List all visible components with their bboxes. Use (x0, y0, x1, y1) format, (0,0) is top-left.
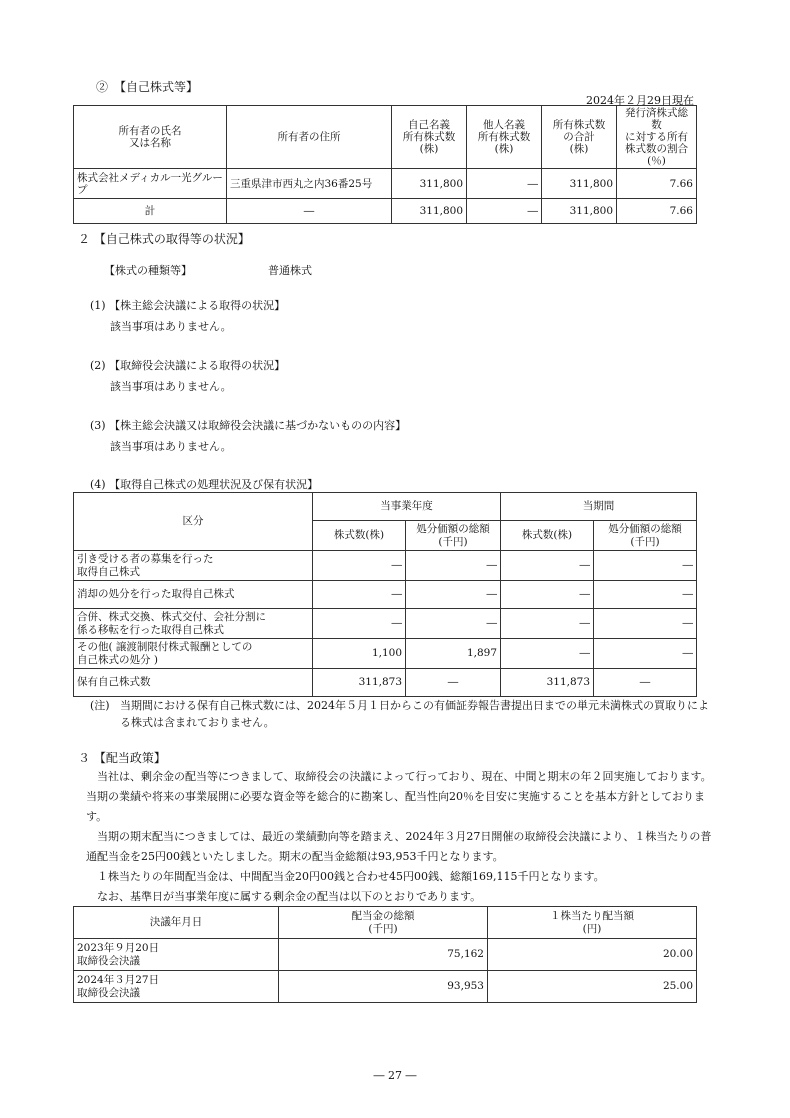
cell: 311,800 (392, 169, 467, 199)
subheader-disposal-value: 処分価額の総額 (千円) (594, 521, 697, 551)
item-title: (2) 【取締役会決議による取得の状況】 (90, 359, 286, 372)
cell: ― (501, 609, 594, 639)
cell: ― (501, 581, 594, 609)
item-title: (4) 【取得自己株式の処理状況及び保有状況】 (90, 478, 319, 491)
item-title: (1) 【株主総会決議による取得の状況】 (90, 299, 286, 312)
cell: 311,873 (501, 669, 594, 697)
table-row (74, 639, 697, 669)
table-row (74, 971, 697, 1003)
table-row (74, 609, 697, 639)
cell: 2023年９月20日 取締役会決議 (74, 939, 279, 971)
header-dividend-per-share: １株当たり配当額 (円) (488, 907, 697, 939)
cell: ― (406, 609, 501, 639)
header-total-shares: 所有株式数 の合計 (株) (542, 106, 617, 169)
header-own-name-shares: 自己名義 所有株式数 (株) (392, 106, 467, 169)
header-owner-name: 所有者の氏名 又は名称 (74, 106, 227, 169)
cell: 311,873 (313, 669, 406, 697)
section-heading-acquisition: ２ 【自己株式の取得等の状況】 (78, 232, 250, 246)
cell: ― (227, 199, 392, 224)
cell: 2024年３月27日 取締役会決議 (74, 971, 279, 1003)
cell: ― (501, 551, 594, 581)
item-body: 該当事項はありません。 (110, 320, 232, 333)
cell: 合併、株式交換、株式交付、会社分割に 係る移転を行った取得自己株式 (74, 609, 313, 639)
note-text: 当期間における保有自己株式数には、2024年５月１日からこの有価証券報告書提出日までの単元未満株式の買取りによる株式は含まれておりません。 (120, 699, 709, 729)
cell: 計 (74, 199, 227, 224)
cell: 消却の処分を行った取得自己株式 (74, 581, 313, 609)
as-of-date: 2024年２月29日現在 (586, 94, 694, 107)
header-kubun: 区分 (74, 493, 313, 551)
table-row (74, 939, 697, 971)
dividend-table (73, 906, 697, 1003)
table-row (74, 551, 697, 581)
header-owner-address: 所有者の住所 (227, 106, 392, 169)
paragraph: 当社は、剰余金の配当等につきまして、取締役会の決議によって行っており、現在、中間と期末の年２回実施しております。当期の業績や将来の事業展開に必要な資金等を総合的に勘案し、配当性向20％を目安に実施することを基本方針としております。 (86, 770, 712, 823)
item-title: (3) 【株主総会決議又は取締役会決議に基づかないものの内容】 (90, 419, 407, 432)
cell: ― (501, 639, 594, 669)
item-body: 該当事項はありません。 (110, 380, 232, 393)
disposal-table (73, 492, 697, 697)
stock-kind-value: 普通株式 (268, 264, 312, 277)
cell: 引き受ける者の募集を行った 取得自己株式 (74, 551, 313, 581)
cell: 7.66 (617, 199, 697, 224)
item-body: 該当事項はありません。 (110, 440, 232, 453)
treasury-stock-table (73, 105, 697, 224)
cell: 1,100 (313, 639, 406, 669)
cell: 保有自己株式数 (74, 669, 313, 697)
cell: 1,897 (406, 639, 501, 669)
stock-kind-label: 【株式の種類等】 (104, 264, 192, 277)
header-ratio: 発行済株式総数 に対する所有 株式数の割合(％) (617, 106, 697, 169)
cell: ― (594, 581, 697, 609)
subheader-shares: 株式数(株) (501, 521, 594, 551)
cell: ― (406, 551, 501, 581)
header-other-name-shares: 他人名義 所有株式数 (株) (467, 106, 542, 169)
paragraph: なお、基準日が当事業年度に属する剰余金の配当は以下のとおりであります。 (97, 890, 482, 903)
table-row (74, 669, 697, 697)
paragraph: 当期の期末配当につきましては、最近の業績動向等を踏まえ、2024年３月27日開催の取締役会決議により、１株当たりの普通配当金を25円00銭といたしました。期末の配当金総額は93,953千円となります。 (86, 830, 712, 863)
page-number: ― 27 ― (373, 1069, 417, 1082)
note-label: (注) (90, 699, 110, 712)
cell: ― (594, 639, 697, 669)
table-row (74, 581, 697, 609)
cell: ― (594, 609, 697, 639)
header-current-period: 当期間 (501, 493, 697, 521)
cell: 三重県津市西丸之内36番25号 (227, 169, 392, 199)
cell: 株式会社メディカル一光グループ (74, 169, 227, 199)
header-resolution-date: 決議年月日 (74, 907, 279, 939)
subheader-disposal-value: 処分価額の総額 (千円) (406, 521, 501, 551)
cell: ― (594, 551, 697, 581)
cell: 7.66 (617, 169, 697, 199)
cell: ― (313, 581, 406, 609)
section-heading-dividend-policy: ３ 【配当政策】 (78, 751, 166, 765)
cell: ― (313, 551, 406, 581)
cell: ― (467, 199, 542, 224)
section-heading-treasury-stock: ② 【自己株式等】 (96, 80, 199, 94)
cell: 93,953 (279, 971, 488, 1003)
header-total-dividend: 配当金の総額 (千円) (279, 907, 488, 939)
paragraph: １株当たりの年間配当金は、中間配当金20円00銭と合わせ45円00銭、総額169,115千円となります。 (97, 870, 605, 883)
header-current-fy: 当事業年度 (313, 493, 501, 521)
cell: 311,800 (392, 199, 467, 224)
cell: 75,162 (279, 939, 488, 971)
cell: 20.00 (488, 939, 697, 971)
cell: 25.00 (488, 971, 697, 1003)
cell: 311,800 (542, 169, 617, 199)
table-row (74, 199, 697, 224)
cell: ― (594, 669, 697, 697)
cell: ― (406, 581, 501, 609)
cell: ― (313, 609, 406, 639)
cell: 311,800 (542, 199, 617, 224)
cell: ― (406, 669, 501, 697)
table-row (74, 169, 697, 199)
subheader-shares: 株式数(株) (313, 521, 406, 551)
cell: ― (467, 169, 542, 199)
cell: その他( 譲渡制限付株式報酬としての 自己株式の処分 ) (74, 639, 313, 669)
